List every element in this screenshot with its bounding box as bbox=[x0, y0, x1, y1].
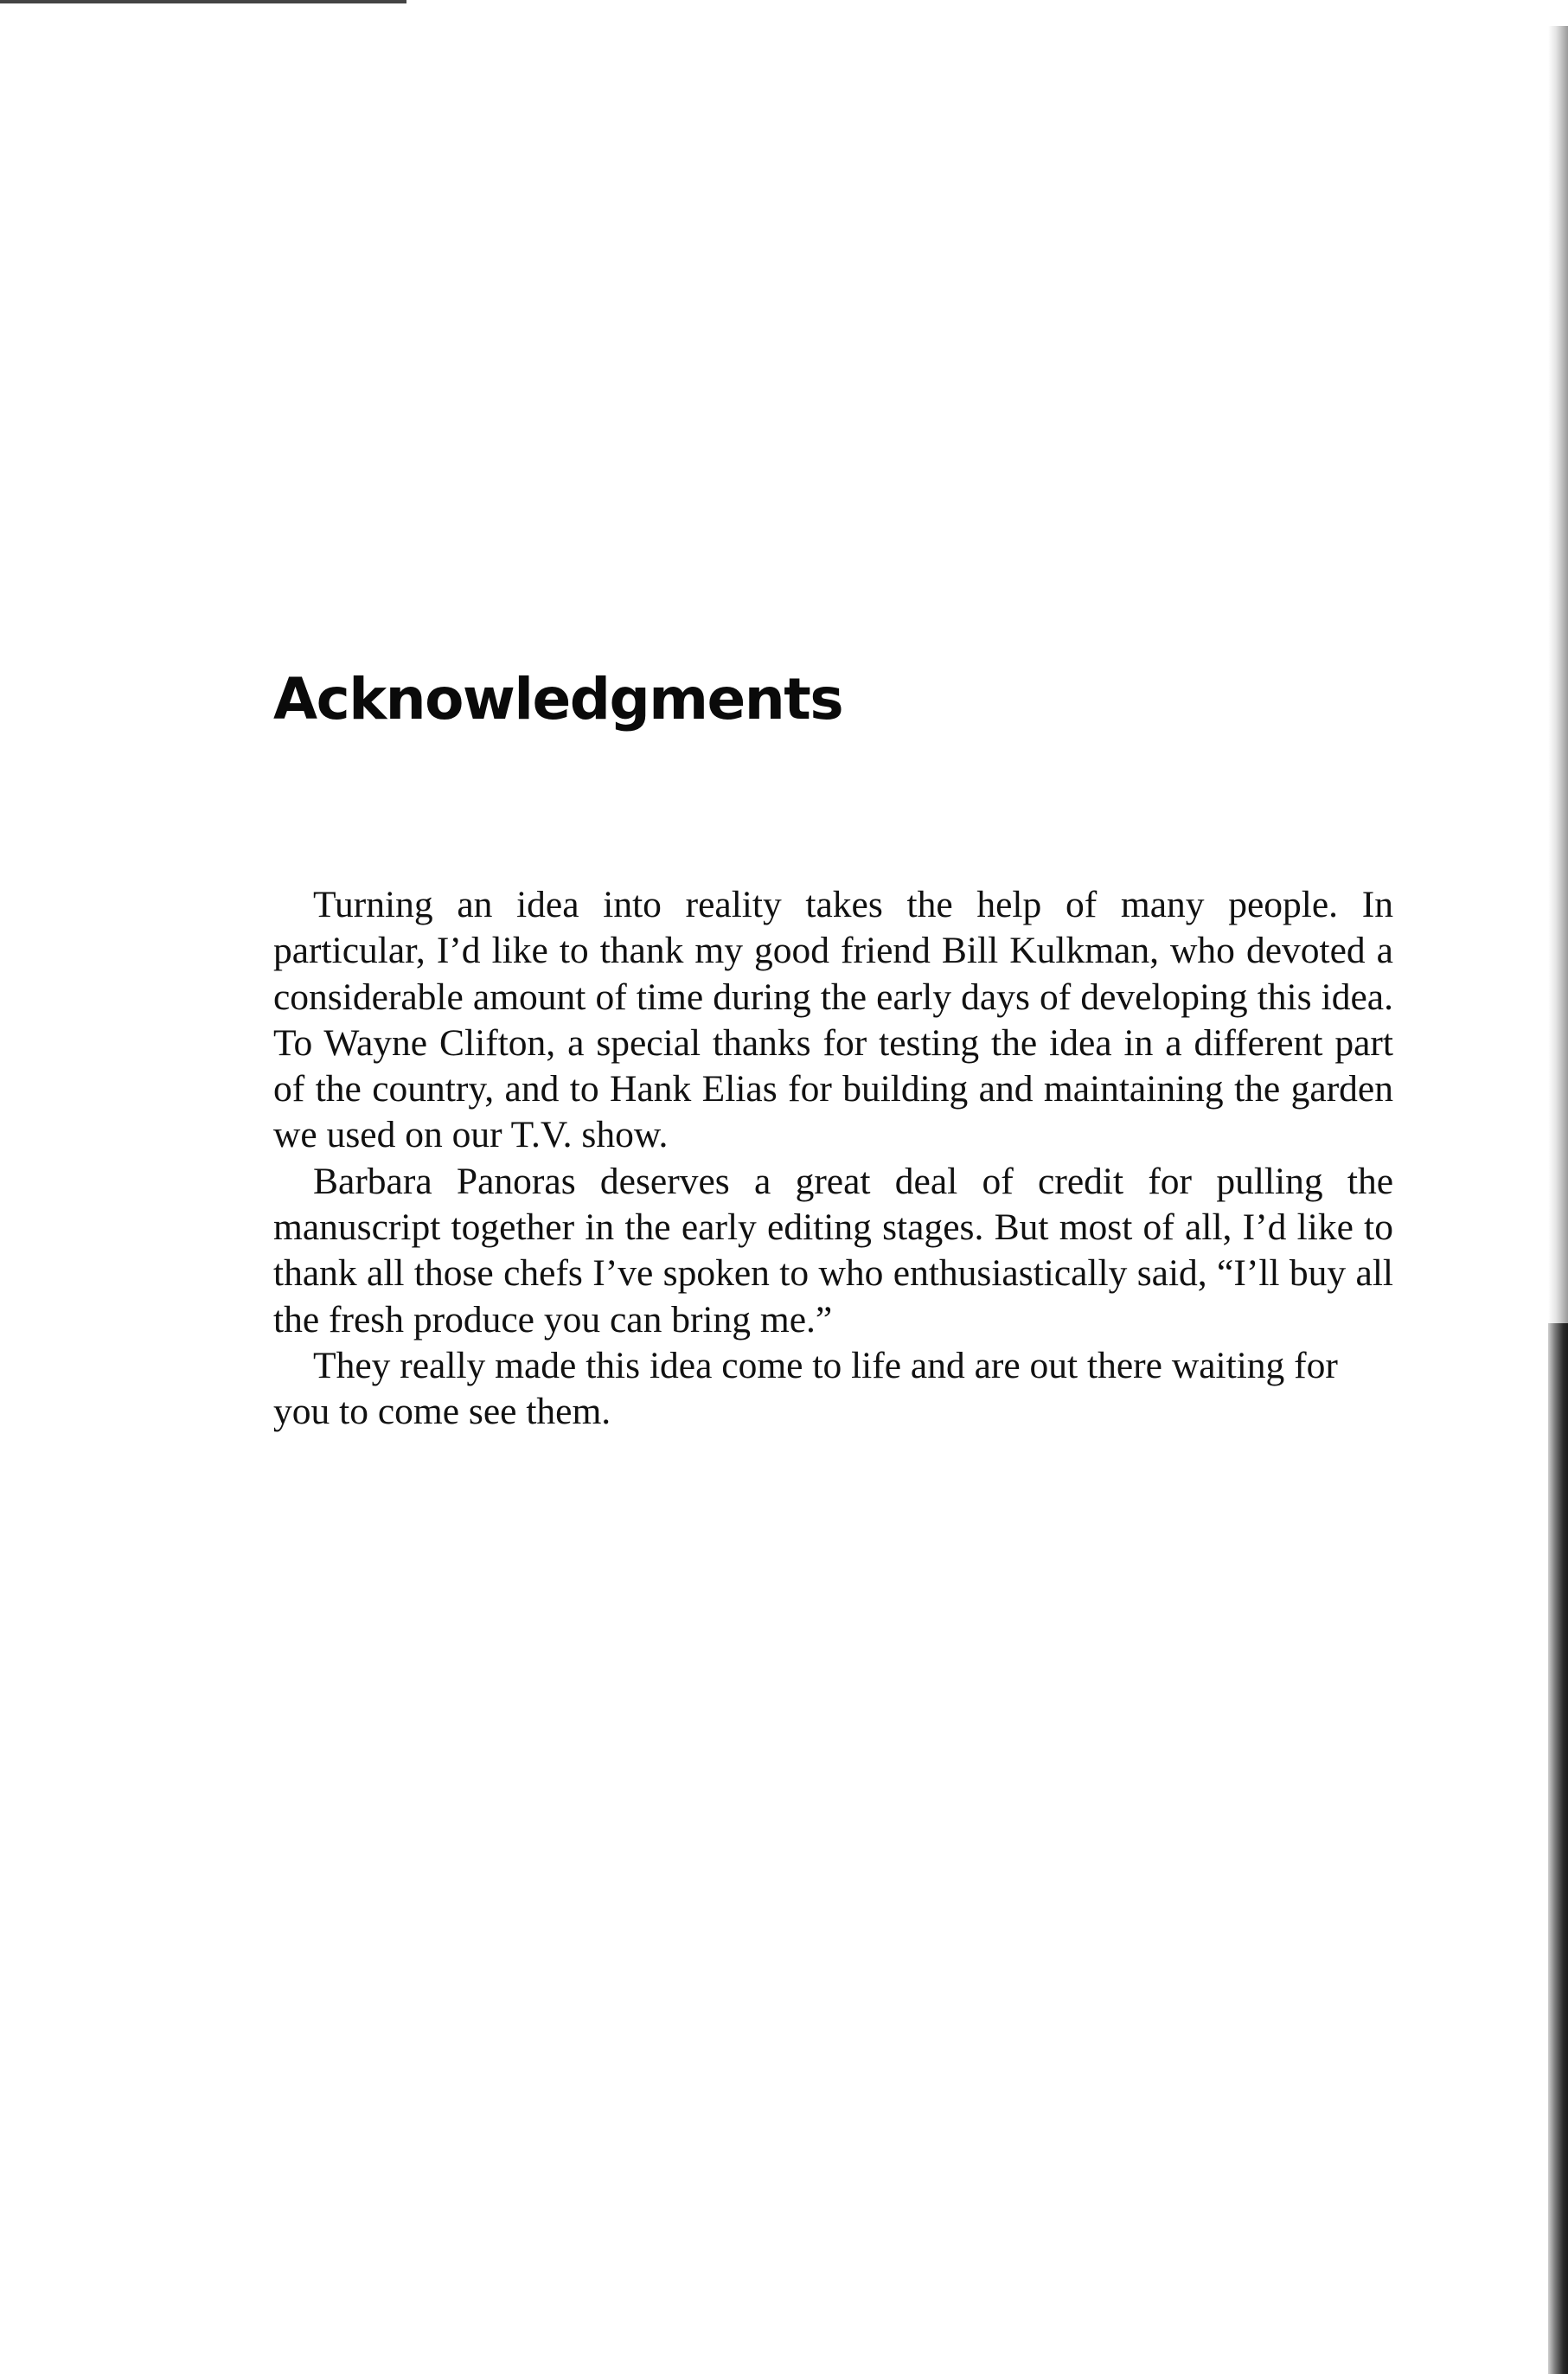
body-text bbox=[273, 882, 1393, 1436]
paragraph-3: They really made this idea come to life and are out there waiting for you to come see them. bbox=[273, 1344, 1338, 1433]
page-binding-edge-upper bbox=[1548, 26, 1568, 1323]
paragraph-2: Barbara Panoras deserves a great deal of credit for pulling the manuscript together in the early editing stages. But most of all, I’d like to thank all those chefs I’ve spoken to who enthusiastically said, “I’ll buy all the fresh produce you can bring me.” bbox=[273, 1160, 1393, 1341]
paragraph-1: Turning an idea into reality takes the help of many people. In particular, I’d like to thank my good friend Bill Kulkman, who devoted a considerable amount of time during the early days of developing this idea. To Wayne Clifton, a special thanks for testing the idea in a different part of the country, and to Hank Elias for building and maintaining the garden we used on our T.V. show. bbox=[273, 884, 1393, 1156]
top-rule bbox=[0, 0, 406, 3]
page-title: Acknowledgments bbox=[273, 666, 843, 733]
